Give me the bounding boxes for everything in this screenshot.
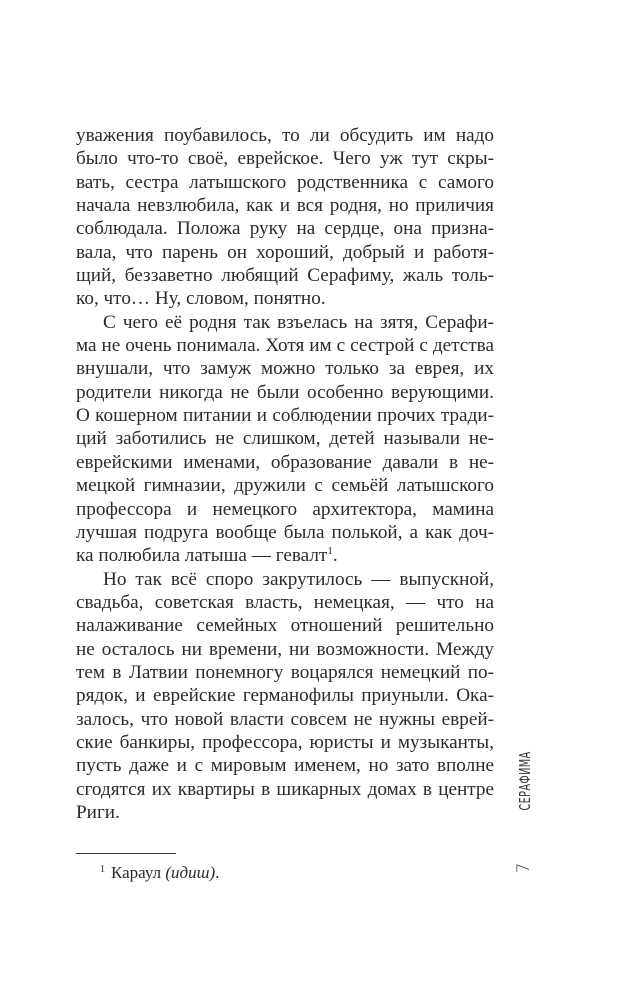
text-line: лучшая подруга вообще была полькой, а как доч- <box>76 521 494 543</box>
text-line: залось, что новой власти совсем не нужны еврей- <box>76 708 494 730</box>
text-line-with-footnote <box>76 544 494 567</box>
text-line: ские банкиры, профессора, юристы и музыканты, <box>76 731 494 753</box>
text-line: родители никогда не были особенно верующими. <box>76 381 494 403</box>
text-line: вать, сестра латышского родственника с самого <box>76 171 494 193</box>
text-line: свадьба, советская власть, немецкая, — что на <box>76 591 494 613</box>
paragraph-start-line: С чего её родня так взъелась на зятя, Серафи- <box>103 311 494 333</box>
text-line: сгодятся их квартиры в шикарных домах в центре <box>76 778 494 800</box>
text-line: соблюдала. Положа руку на сердце, она призна- <box>76 218 494 240</box>
running-title-text: СЕРАФИМА <box>516 751 534 811</box>
text-line: щий, беззаветно любящий Серафиму, жаль толь- <box>76 265 494 287</box>
running-title <box>516 740 534 822</box>
text-line: внушали, что замуж можно только за еврея, их <box>76 358 494 380</box>
page-number: 7 <box>514 862 534 874</box>
text-line: мецкой гимназии, дружили с семьёй латышского <box>76 475 494 497</box>
text-line: еврейскими именами, образование давали в не- <box>76 451 494 473</box>
text-line: ма не очень понимала. Хотя им с сестрой с детства <box>76 335 494 357</box>
footnote-text: Караул <box>111 863 166 882</box>
footnote-number: 1 <box>100 864 105 875</box>
text-line: начала невзлюбила, как и вся родня, но приличия <box>76 195 494 217</box>
text-line: тем в Латвии понемногу воцарялся немецкий по- <box>76 661 494 683</box>
text-line: рядок, и еврейские германофилы приуныли. Ока- <box>76 685 494 707</box>
text-line: ко, что… Ну, словом, понятно. <box>76 288 326 310</box>
text-line: было что-то своё, еврейское. Чего уж тут скры- <box>76 148 494 170</box>
text-line: профессора и немецкого архитектора, мамина <box>76 498 494 520</box>
body-text <box>76 124 494 824</box>
text-line: пусть даже и с мировым именем, но зато вполне <box>76 755 494 777</box>
text-line: уважения поубавилось, то ли обсудить им надо <box>76 125 494 146</box>
line-end-punct: . <box>332 545 338 567</box>
footnote <box>100 860 219 883</box>
text-line: налаживание семейных отношений решительно <box>76 615 494 637</box>
footnote-reference[interactable]: 1 <box>327 545 333 558</box>
paragraph-start-line: Но так всё споро закрутилось — выпускной, <box>103 568 494 590</box>
text-line: вала, что парень он хороший, добрый и работя- <box>76 241 494 263</box>
text-line: О кошерном питании и соблюдении прочих тради- <box>76 405 494 427</box>
text-line: не осталось ни времени, ни возможности. Между <box>76 638 494 660</box>
text-line: ций заботились не слишком, детей называли не- <box>76 428 494 450</box>
footnote-divider <box>76 853 176 854</box>
footnote-language: (идиш) <box>165 863 216 882</box>
footnote-end: . <box>215 863 220 882</box>
line-text: ка полюбила латыша — гевалт <box>76 545 328 567</box>
text-line: Риги. <box>76 801 120 823</box>
